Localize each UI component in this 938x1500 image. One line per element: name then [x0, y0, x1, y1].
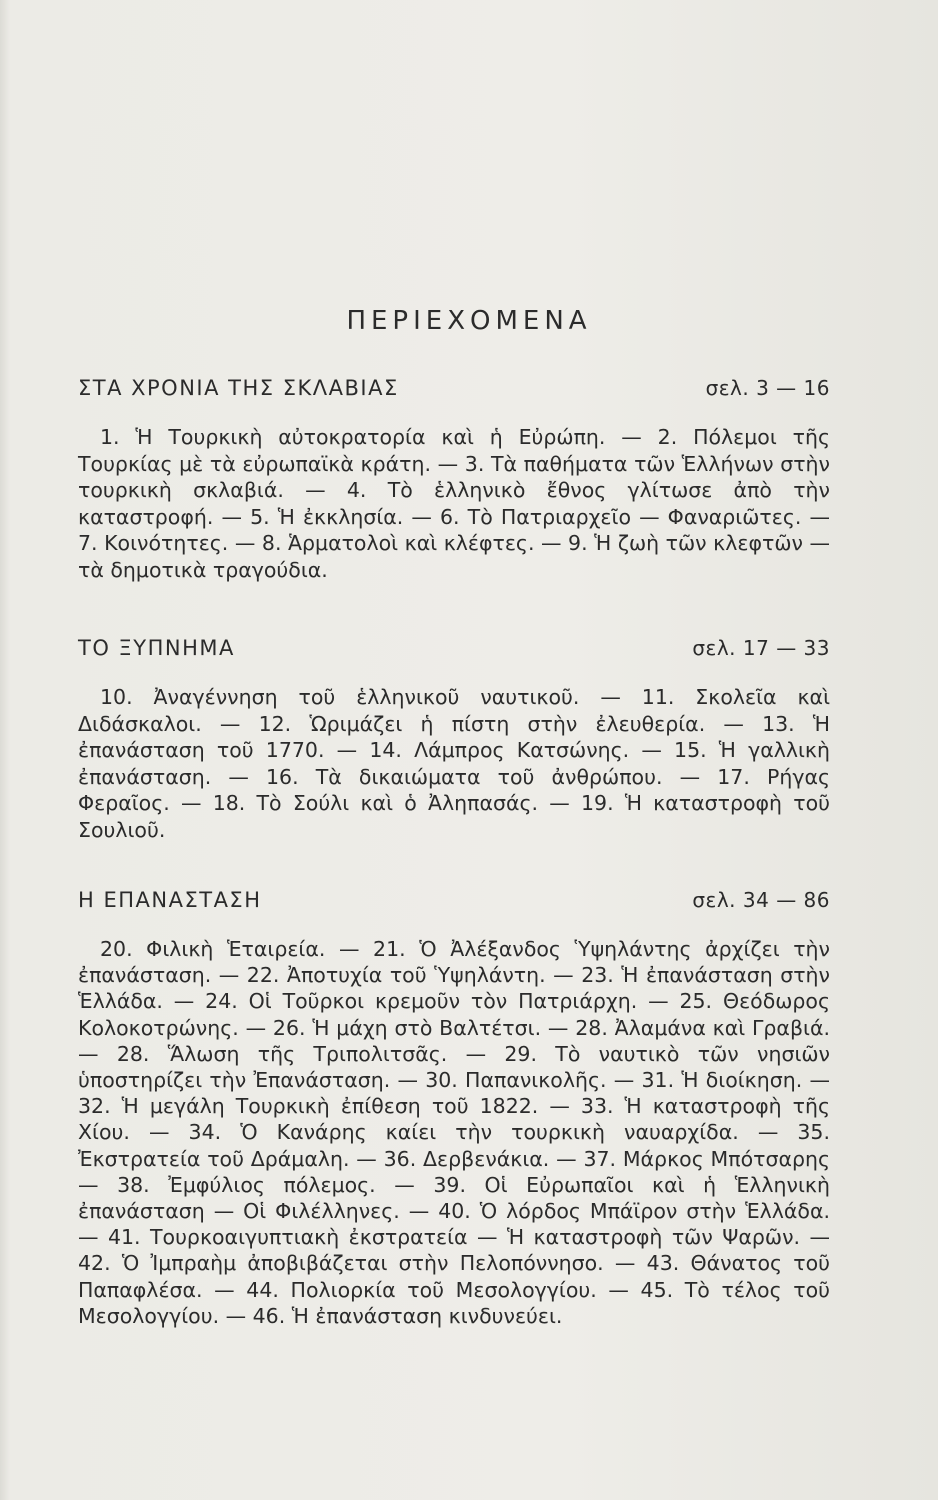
toc-section-body: 10. Ἀναγέννηση τοῦ ἑλληνικοῦ ναυτικοῦ. — 11. Σκολεῖα καὶ Διδάσκαλοι. — 12. Ὡριμάζει ἡ πίστη στὴν ἐλευθερία. — 13. Ἡ ἐπανάσταση τοῦ 1770. — 14. Λάμπρος Κατσώνης. — 15. Ἡ γαλλικὴ ἐπανάσταση. — 16. Τὰ δικαιώματα τοῦ ἀνθρώπου. — 17. Ρήγας Φεραῖος. — 18. Τὸ Σούλι καὶ ὁ Ἀληπασάς. — 19. Ἡ καταστροφὴ τοῦ Σουλιοῦ. — [78, 685, 830, 842]
toc-section-title: ΣΤΑ ΧΡΟΝΙΑ ΤΗΣ ΣΚΛΑΒΙΑΣ — [78, 376, 399, 400]
toc-section-title: ΤΟ ΞΥΠΝΗΜΑ — [78, 636, 235, 660]
toc-section-pages: σελ. 3 — 16 — [705, 376, 830, 400]
toc-section-body: 1. Ἡ Τουρκικὴ αὐτοκρατορία καὶ ἡ Εὐρώπη. — 2. Πόλεμοι τῆς Τουρκίας μὲ τὰ εὐρωπαϊκὰ κράτη. — 3. Τὰ παθήματα τῶν Ἑλλήνων στὴν τουρκικὴ σκλαβιά. — 4. Τὸ ἑλληνικὸ ἔθνος γλίτωσε ἀπὸ τὴν καταστροφή. — 5. Ἡ ἐκκλησία. — 6. Τὸ Πατριαρχεῖο — Φαναριῶτες. — 7. Κοινότητες. — 8. Ἁρματολοὶ καὶ κλέφτες. — 9. Ἡ ζωὴ τῶν κλεφτῶν — τὰ δημοτικὰ τραγούδια. — [78, 425, 830, 582]
toc-section — [78, 376, 830, 584]
toc-section-header — [78, 888, 830, 918]
toc-section-header — [78, 636, 830, 666]
toc-section — [78, 888, 830, 1329]
toc-section — [78, 636, 830, 844]
page-title: ΠΕΡΙΕΧΟΜΕΝΑ — [346, 306, 592, 336]
toc-section-title: Η ΕΠΑΝΑΣΤΑΣΗ — [78, 888, 262, 912]
toc-section-pages: σελ. 17 — 33 — [692, 636, 830, 660]
toc-section-pages: σελ. 34 — 86 — [692, 888, 830, 912]
toc-section-body: 20. Φιλικὴ Ἑταιρεία. — 21. Ὁ Ἀλέξανδος Ὑψηλάντης ἀρχίζει τὴν ἐπανάσταση. — 22. Ἀποτυχία τοῦ Ὑψηλάντη. — 23. Ἡ ἐπανάσταση στὴν Ἑλλάδα. — 24. Οἱ Τοῦρκοι κρεμοῦν τὸν Πατριάρχη. — 25. Θεόδωρος Κολοκοτρώνης. — 26. Ἡ μάχη στὸ Βαλτέτσι. — 28. Ἀλαμάνα καὶ Γραβιά. — 28. Ἅλωση τῆς Τριπολιτσᾶς. — 29. Τὸ ναυτικὸ τῶν νησιῶν ὑποστηρίζει τὴν Ἐπανάσταση. — 30. Παπανικολῆς. — 31. Ἡ διοίκηση. — 32. Ἡ μεγάλη Τουρκικὴ ἐπίθεση τοῦ 1822. — 33. Ἡ καταστροφὴ τῆς Χίου. — 34. Ὁ Κανάρης καίει τὴν τουρκικὴ ναυαρχίδα. — 35. Ἐκστρατεία τοῦ Δράμαλη. — 36. Δερβενάκια. — 37. Μάρκος Μπότσαρης — 38. Ἐμφύλιος πόλεμος. — 39. Οἱ Εὐρωπαῖοι καὶ ἡ Ἑλληνικὴ ἐπανάσταση — Οἱ Φιλέλληνες. — 40. Ὁ λόρδος Μπάϊρον στὴν Ἑλλάδα. — 41. Τουρκοαιγυπτιακὴ ἐκστρατεία — Ἡ καταστροφὴ τῶν Ψαρῶν. — 42. Ὁ Ἰμπραὴμ ἀποβιβάζεται στὴν Πελοπόννησο. — 43. Θάνατος τοῦ Παπαφλέσα. — 44. Πολιορκία τοῦ Μεσολογγίου. — 45. Τὸ τέλος τοῦ Μεσολογγίου. — 46. Ἡ ἐπανάσταση κινδυνεύει. — [78, 937, 830, 1328]
toc-section-header — [78, 376, 830, 406]
